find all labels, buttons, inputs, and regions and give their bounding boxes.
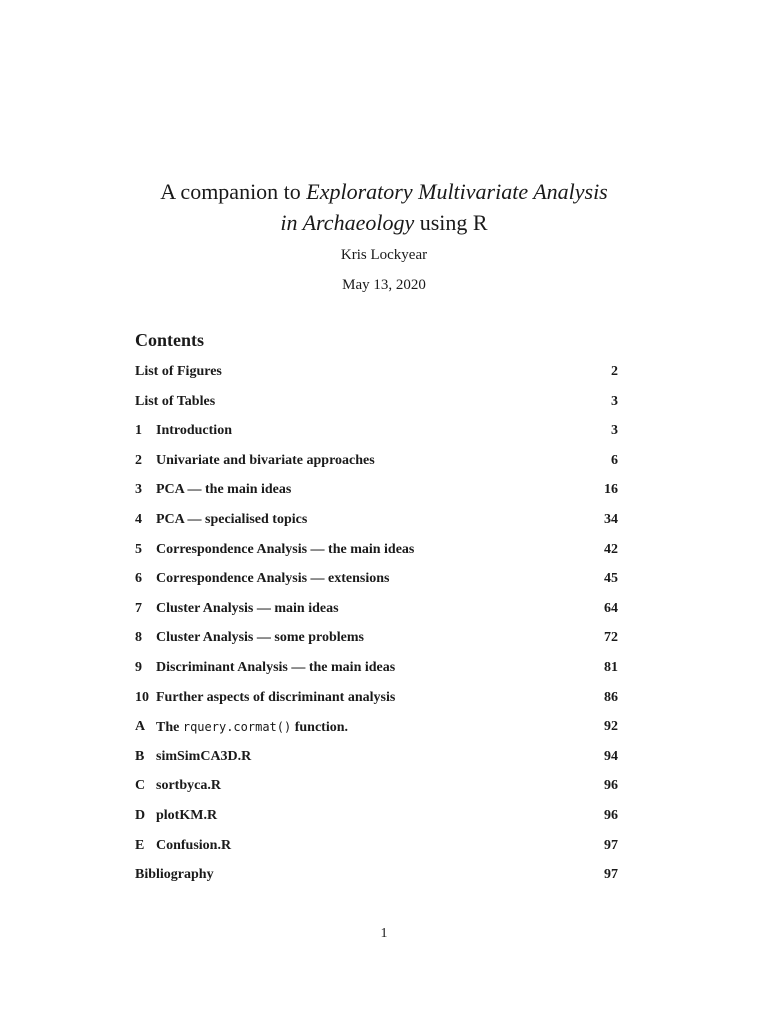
page-number: 1 <box>380 926 388 941</box>
toc-entry-title: Introduction <box>156 423 232 439</box>
toc-entry-5[interactable] <box>135 540 618 570</box>
toc-entry-1[interactable] <box>135 421 618 451</box>
toc-entry-appendix-a[interactable] <box>135 717 618 747</box>
title-line-1 <box>0 176 768 207</box>
toc-entry-list-of-tables[interactable] <box>135 392 618 422</box>
toc-entry-title: sortbyca.R <box>156 778 221 794</box>
toc-entry-6[interactable] <box>135 569 618 599</box>
toc-entry-appendix-c[interactable] <box>135 776 618 806</box>
toc-entry-title: Cluster Analysis — main ideas <box>156 600 339 616</box>
date: May 13, 2020 <box>342 277 426 293</box>
toc-entry-number: E <box>135 837 145 853</box>
toc-entry-4[interactable] <box>135 510 618 540</box>
toc-entry-2[interactable] <box>135 451 618 481</box>
title-italic-1: Exploratory Multivariate Analysis <box>306 179 608 204</box>
toc-entry-page: 3 <box>611 393 618 409</box>
title-suffix: using R <box>414 210 488 235</box>
toc-entry-page: 16 <box>604 482 618 498</box>
toc-entry-title: Univariate and bivariate approaches <box>156 452 375 468</box>
title-line-2 <box>0 207 768 238</box>
toc-entry-9[interactable] <box>135 658 618 688</box>
toc-entry-page: 81 <box>604 659 618 675</box>
toc-entry-page: 2 <box>611 364 618 379</box>
contents-heading: Contents <box>135 330 205 350</box>
toc-entry-number: 4 <box>135 511 142 527</box>
toc-entry-number: 10 <box>135 689 149 705</box>
toc-entry-title: Discriminant Analysis — the main ideas <box>156 659 396 675</box>
toc-entry-list-of-figures[interactable] <box>135 362 618 392</box>
document-title <box>0 176 768 238</box>
toc-entry-title: Further aspects of discriminant analysis <box>156 689 396 705</box>
toc-entry-appendix-b[interactable] <box>135 747 618 777</box>
toc-entry-number: D <box>135 807 146 823</box>
toc-entry-title: List of Tables <box>135 393 216 409</box>
toc-entry-8[interactable] <box>135 628 618 658</box>
toc-entry-number: B <box>135 748 145 764</box>
toc-entry-page: 34 <box>604 511 618 527</box>
toc-entry-number: 8 <box>135 630 142 646</box>
toc-entry-title: Cluster Analysis — some problems <box>156 630 364 646</box>
toc-entry-title: Bibliography <box>135 867 214 883</box>
toc-entry-number: 7 <box>135 600 142 616</box>
toc-entry-number: 2 <box>135 452 142 468</box>
toc-entry-page: 3 <box>611 423 618 439</box>
toc-entry-page: 96 <box>604 778 618 794</box>
toc-entry-number: 9 <box>135 659 142 675</box>
toc-entry-title: Correspondence Analysis — the main ideas <box>156 541 415 557</box>
toc-entry-title: PCA — specialised topics <box>156 511 308 527</box>
toc-entry-title: simSimCA3D.R <box>156 748 252 764</box>
toc-entry-title-pre: The <box>156 720 183 736</box>
toc-entry-title-post: function. <box>291 720 349 736</box>
title-italic-2: in Archaeology <box>280 210 415 235</box>
toc-entry-page: 72 <box>604 630 618 646</box>
toc-entry-title: plotKM.R <box>156 807 218 823</box>
toc-entry-page: 64 <box>604 600 618 616</box>
toc-entry-title: Confusion.R <box>156 837 232 853</box>
toc-entry-title: Correspondence Analysis — extensions <box>156 571 390 587</box>
toc-entry-page: 86 <box>604 689 618 705</box>
toc-entry-number: C <box>135 778 146 794</box>
toc-entry-title: PCA — the main ideas <box>156 482 292 498</box>
toc-entry-3[interactable] <box>135 480 618 510</box>
toc-entry-title-code: rquery.cormat() <box>182 720 292 735</box>
toc-entry-title: List of Figures <box>135 364 222 379</box>
toc-entry-page: 96 <box>604 807 618 823</box>
toc-entry-title <box>156 717 348 738</box>
toc-entry-page: 97 <box>604 867 618 883</box>
toc-entry-page: 42 <box>604 541 618 557</box>
toc-entry-7[interactable] <box>135 599 618 629</box>
author: Kris Lockyear <box>340 247 428 263</box>
toc-entry-page: 92 <box>604 719 618 735</box>
toc-entry-number: 1 <box>135 423 142 439</box>
toc-entry-bibliography[interactable] <box>135 865 618 895</box>
toc-entry-number: 5 <box>135 541 142 557</box>
title-prefix: A companion to <box>160 179 307 204</box>
toc-entry-number: 3 <box>135 482 142 498</box>
toc-entry-appendix-d[interactable] <box>135 806 618 836</box>
toc-entry-page: 97 <box>604 837 618 853</box>
toc-entry-page: 94 <box>604 748 618 764</box>
toc-entry-number: A <box>135 719 146 735</box>
toc-entry-number: 6 <box>135 571 142 587</box>
toc-entry-10[interactable] <box>135 688 618 718</box>
toc-entry-appendix-e[interactable] <box>135 836 618 866</box>
toc-entry-page: 45 <box>604 571 618 587</box>
toc-entry-page: 6 <box>611 452 618 468</box>
table-of-contents <box>135 362 618 895</box>
